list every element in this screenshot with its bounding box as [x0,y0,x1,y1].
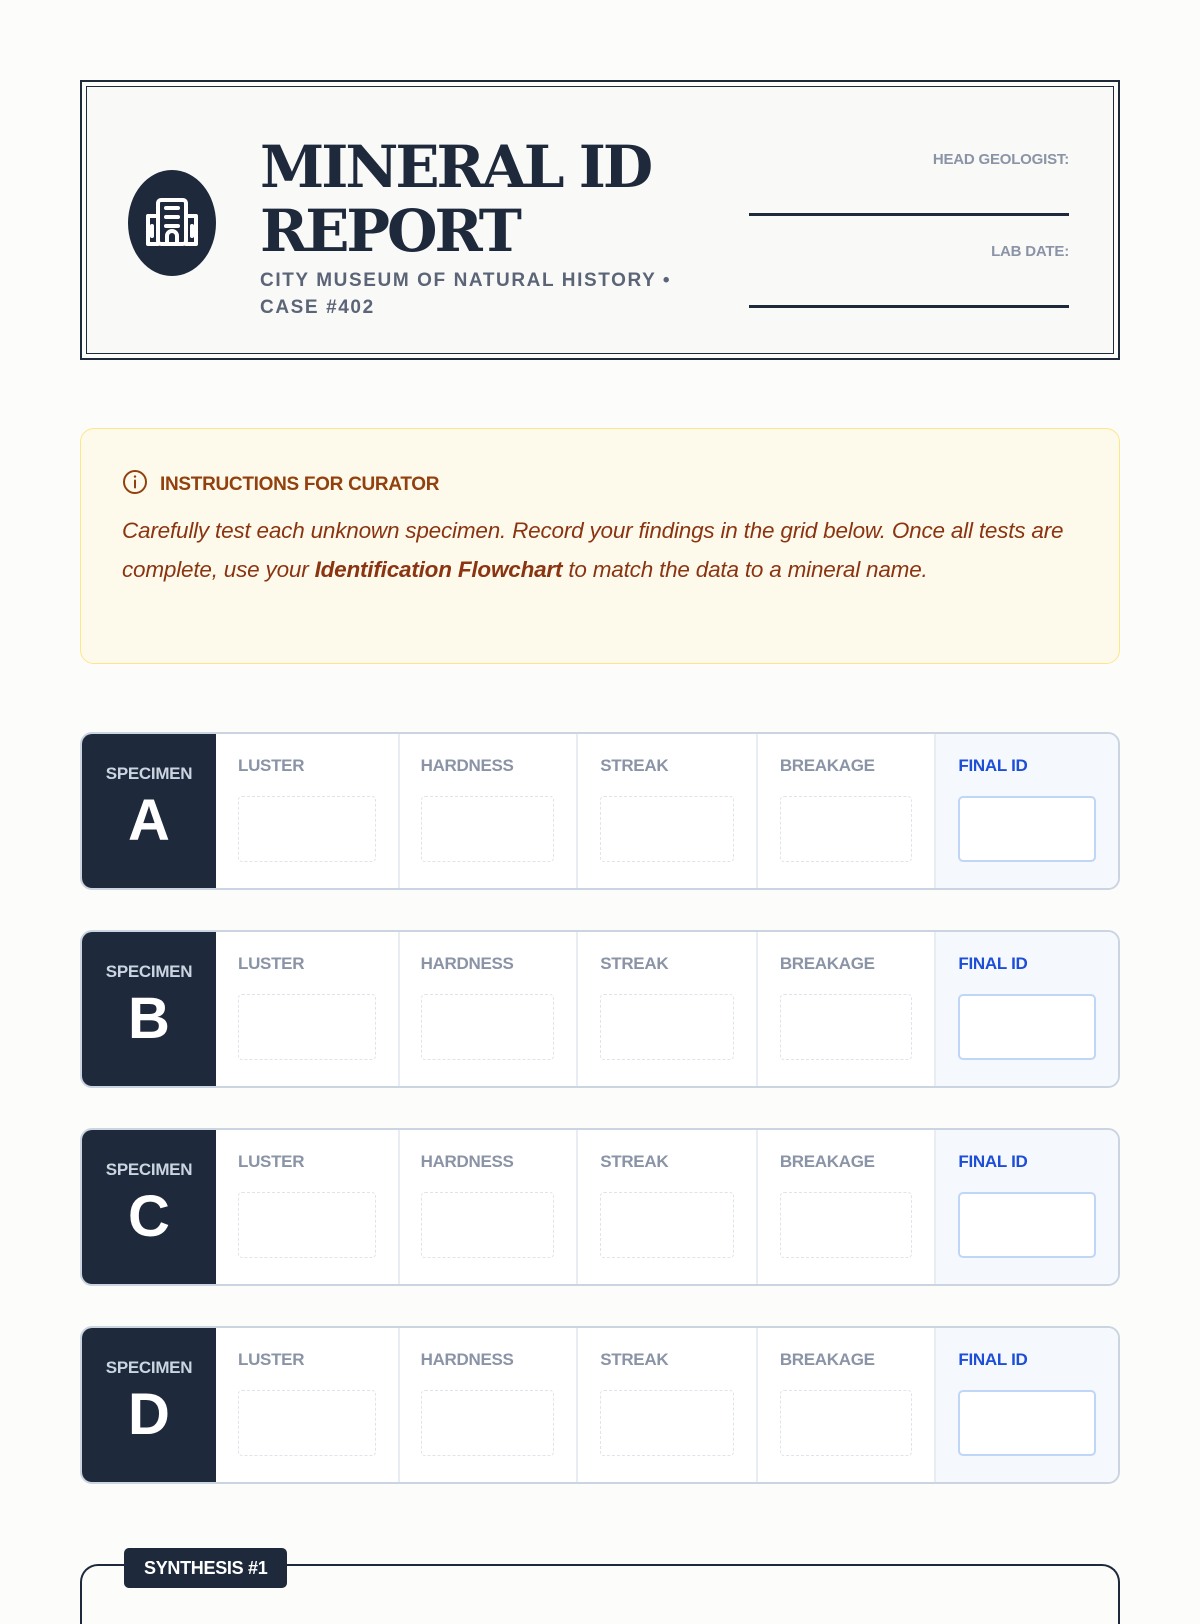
breakage-cell [758,1130,937,1284]
specimen-tab [82,1328,216,1482]
synthesis-badge: SYNTHESIS #1 [124,1548,287,1588]
hardness-cell [400,932,579,1086]
breakage-label: BREAKAGE [779,1152,875,1171]
report-title: MINERAL ID REPORT [260,133,651,265]
instructions-title: INSTRUCTIONS FOR CURATOR [160,473,440,495]
specimen-word: SPECIMEN [105,1160,193,1179]
hardness-label: HARDNESS [420,1152,514,1171]
report-header [80,80,1120,360]
breakage-cell [758,1328,937,1482]
hardness-cell [400,734,579,888]
luster-cell [216,932,400,1086]
specimen-row-d [80,1326,1120,1484]
breakage-input[interactable] [780,994,913,1060]
final-id-input[interactable] [958,994,1096,1060]
luster-input[interactable] [238,796,376,862]
specimen-row-a [80,732,1120,890]
specimen-row-c [80,1128,1120,1286]
specimen-word: SPECIMEN [105,764,193,783]
hardness-input[interactable] [421,1192,555,1258]
streak-label: STREAK [600,954,669,973]
breakage-label: BREAKAGE [779,1350,875,1369]
specimen-grid [80,732,1120,1524]
final-id-cell [936,1130,1118,1284]
museum-building-icon [128,170,216,276]
hardness-label: HARDNESS [420,954,514,973]
head-geologist-signature-line[interactable] [749,213,1069,216]
specimen-letter: D [128,1382,170,1447]
hardness-input[interactable] [421,1390,555,1456]
final-id-cell [936,932,1118,1086]
luster-cell [216,1130,400,1284]
specimen-tab [82,932,216,1086]
final-id-cell [936,1328,1118,1482]
specimen-tab [82,1130,216,1284]
hardness-cell [400,1328,579,1482]
breakage-cell [758,734,937,888]
instructions-header [122,469,1079,500]
streak-cell [578,1328,758,1482]
hardness-cell [400,1130,579,1284]
streak-label: STREAK [600,1152,669,1171]
final-id-input[interactable] [958,1192,1096,1258]
final-id-label: FINAL ID [958,1152,1028,1171]
streak-label: STREAK [600,1350,669,1369]
luster-cell [216,734,400,888]
luster-label: LUSTER [238,1152,305,1171]
final-id-cell [936,734,1118,888]
streak-input[interactable] [600,1390,734,1456]
report-subtitle: CITY MUSEUM OF NATURAL HISTORY • CASE #402 [260,270,672,318]
report-header-inner [86,86,1114,354]
hardness-label: HARDNESS [420,756,514,775]
lab-date-line[interactable] [749,305,1069,308]
streak-input[interactable] [600,796,734,862]
streak-cell [578,1130,758,1284]
info-circle-icon [122,469,148,500]
luster-label: LUSTER [238,954,305,973]
breakage-input[interactable] [780,796,913,862]
final-id-label: FINAL ID [958,954,1028,973]
instructions-text-part: Carefully test each unknown specimen. Record your findings in the grid below. Once all tests are complete, use your [122,518,1064,582]
breakage-input[interactable] [780,1390,913,1456]
specimen-letter: B [128,986,170,1051]
breakage-cell [758,932,937,1086]
specimen-word: SPECIMEN [105,962,193,981]
final-id-label: FINAL ID [958,756,1028,775]
final-id-label: FINAL ID [958,1350,1028,1369]
specimen-letter: A [128,788,170,853]
breakage-input[interactable] [780,1192,913,1258]
final-id-input[interactable] [958,1390,1096,1456]
instructions-text-part: to match the data to a mineral name. [562,556,928,582]
luster-label: LUSTER [238,1350,305,1369]
specimen-letter: C [128,1184,170,1249]
hardness-input[interactable] [421,796,555,862]
specimen-word: SPECIMEN [105,1358,193,1377]
hardness-label: HARDNESS [420,1350,514,1369]
luster-input[interactable] [238,1390,376,1456]
luster-label: LUSTER [238,756,305,775]
instructions-text [122,512,1079,589]
streak-label: STREAK [600,756,669,775]
final-id-input[interactable] [958,796,1096,862]
luster-input[interactable] [238,1192,376,1258]
streak-input[interactable] [600,1192,734,1258]
luster-input[interactable] [238,994,376,1060]
head-geologist-label: HEAD GEOLOGIST: [932,151,1069,168]
flowchart-reference: Identification Flowchart [314,556,563,582]
lab-date-label: LAB DATE: [991,243,1069,260]
breakage-label: BREAKAGE [779,954,875,973]
instructions-panel [80,428,1120,664]
streak-input[interactable] [600,994,734,1060]
streak-cell [578,734,758,888]
streak-cell [578,932,758,1086]
specimen-row-b [80,930,1120,1088]
luster-cell [216,1328,400,1482]
hardness-input[interactable] [421,994,555,1060]
breakage-label: BREAKAGE [779,756,875,775]
specimen-tab [82,734,216,888]
